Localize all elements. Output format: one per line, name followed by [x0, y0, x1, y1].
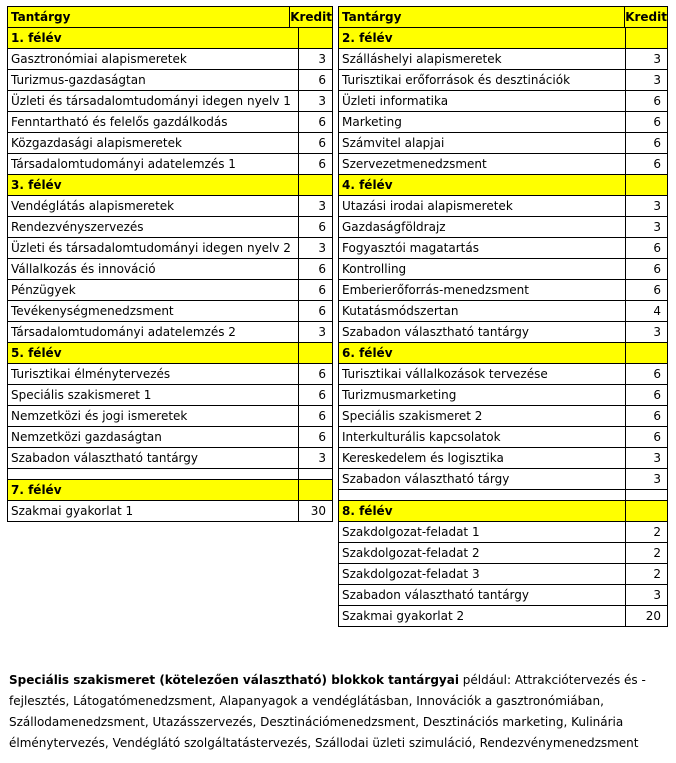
course-row [8, 364, 333, 385]
course-name: Utazási irodai alapismeretek [339, 196, 626, 216]
course-row [8, 501, 333, 522]
course-name: Szabadon választható tárgy [339, 469, 626, 489]
semester-label: 6. félév [339, 343, 626, 363]
course-name: Társadalomtudományi adatelemzés 1 [8, 154, 299, 174]
credit-header: Kredit [625, 7, 668, 27]
course-name: Turisztikai élménytervezés [8, 364, 299, 384]
course-row [339, 427, 668, 448]
course-credit: 3 [299, 238, 333, 258]
course-row [8, 112, 333, 133]
course-credit: 3 [626, 70, 668, 90]
course-row [339, 259, 668, 280]
course-row [8, 196, 333, 217]
course-credit: 6 [626, 259, 668, 279]
semester-credit-cell [626, 175, 668, 195]
course-credit: 6 [626, 133, 668, 153]
course-name: Kontrolling [339, 259, 626, 279]
course-row [339, 49, 668, 70]
course-row [339, 543, 668, 564]
semester-credit-cell [626, 28, 668, 48]
course-row [339, 70, 668, 91]
course-name: Szálláshelyi alapismeretek [339, 49, 626, 69]
course-credit: 6 [299, 259, 333, 279]
course-credit: 6 [299, 385, 333, 405]
course-credit: 3 [626, 585, 668, 605]
course-name: Tevékenységmenedzsment [8, 301, 299, 321]
course-row [339, 522, 668, 543]
credit-header: Kredit [290, 7, 333, 27]
course-name: Gasztronómiai alapismeretek [8, 49, 299, 69]
course-row [339, 322, 668, 343]
course-credit: 6 [626, 154, 668, 174]
spacer-row [8, 469, 333, 480]
course-name: Nemzetközi és jogi ismeretek [8, 406, 299, 426]
semester-row [339, 175, 668, 196]
semester-label: 1. félév [8, 28, 299, 48]
course-row [8, 154, 333, 175]
semester-row [339, 343, 668, 364]
course-credit: 6 [626, 364, 668, 384]
course-row [339, 385, 668, 406]
course-name: Gazdaságföldrajz [339, 217, 626, 237]
course-row [8, 280, 333, 301]
note-title: Speciális szakismeret (kötelezően választható) blokkok tantárgyai [9, 673, 459, 687]
semester-row [339, 501, 668, 522]
course-row [339, 154, 668, 175]
course-credit: 6 [626, 406, 668, 426]
course-row [8, 448, 333, 469]
course-row [8, 49, 333, 70]
note-text: például: Attrakciótervezés és -fejlesztés, Látogatómenedzsment, Alapanyagok a vendéglátásban, Innovációk a gasztronómiában, Szállodamenedzsment, Utazásszervezés, Desztinációmenedzsment, Desztinációs marketing, Kulinária élménytervezés, Vendéglátó szolgáltatástervezés, Szállodai üzleti szimuláció, Rendezvénymenedzsment [9, 673, 646, 750]
left-header-row [8, 7, 333, 28]
course-credit: 20 [626, 606, 668, 626]
course-name: Kutatásmódszertan [339, 301, 626, 321]
left-table [7, 6, 333, 522]
semester-label: 8. félév [339, 501, 626, 521]
course-name: Marketing [339, 112, 626, 132]
course-name: Speciális szakismeret 2 [339, 406, 626, 426]
course-row [339, 606, 668, 627]
course-row [8, 322, 333, 343]
course-name: Nemzetközi gazdaságtan [8, 427, 299, 447]
course-credit: 3 [626, 322, 668, 342]
course-name: Társadalomtudományi adatelemzés 2 [8, 322, 299, 342]
course-credit: 30 [299, 501, 333, 521]
course-row [339, 406, 668, 427]
course-credit: 3 [626, 217, 668, 237]
course-name: Szakdolgozat-feladat 1 [339, 522, 626, 542]
course-row [339, 448, 668, 469]
course-name: Speciális szakismeret 1 [8, 385, 299, 405]
course-credit: 6 [626, 385, 668, 405]
course-row [8, 70, 333, 91]
semester-row [339, 28, 668, 49]
course-row [339, 91, 668, 112]
course-credit: 6 [299, 133, 333, 153]
course-credit: 3 [299, 91, 333, 111]
course-name: Kereskedelem és logisztika [339, 448, 626, 468]
course-row [8, 91, 333, 112]
course-credit: 6 [299, 154, 333, 174]
course-name: Szakdolgozat-feladat 3 [339, 564, 626, 584]
semester-label: 7. félév [8, 480, 299, 500]
course-name: Rendezvényszervezés [8, 217, 299, 237]
course-credit: 6 [299, 301, 333, 321]
semester-credit-cell [299, 343, 333, 363]
course-row [339, 112, 668, 133]
course-name: Turizmus-gazdaságtan [8, 70, 299, 90]
course-name: Vendéglátás alapismeretek [8, 196, 299, 216]
course-credit: 3 [299, 448, 333, 468]
course-name: Pénzügyek [8, 280, 299, 300]
course-row [339, 196, 668, 217]
course-name: Vállalkozás és innováció [8, 259, 299, 279]
course-row [8, 427, 333, 448]
course-name: Turisztikai vállalkozások tervezése [339, 364, 626, 384]
course-name: Turizmusmarketing [339, 385, 626, 405]
right-header-row [339, 7, 668, 28]
course-name: Üzleti és társadalomtudományi idegen nyelv 2 [8, 238, 299, 258]
course-credit: 6 [299, 217, 333, 237]
course-credit: 3 [626, 469, 668, 489]
course-credit: 6 [299, 112, 333, 132]
course-row [339, 133, 668, 154]
course-credit: 6 [299, 427, 333, 447]
course-credit: 2 [626, 543, 668, 563]
semester-row [8, 28, 333, 49]
course-credit: 6 [626, 238, 668, 258]
right-table [338, 6, 668, 627]
course-name: Szakdolgozat-feladat 2 [339, 543, 626, 563]
course-row [8, 217, 333, 238]
course-row [339, 564, 668, 585]
course-name: Emberierőforrás-menedzsment [339, 280, 626, 300]
course-name: Üzleti és társadalomtudományi idegen nyelv 1 [8, 91, 299, 111]
course-name: Közgazdasági alapismeretek [8, 133, 299, 153]
course-row [339, 585, 668, 606]
course-row [339, 217, 668, 238]
course-credit: 4 [626, 301, 668, 321]
course-row [8, 301, 333, 322]
subject-header: Tantárgy [339, 7, 625, 27]
course-name: Szabadon választható tantárgy [339, 322, 626, 342]
course-credit: 6 [299, 280, 333, 300]
course-credit: 3 [626, 196, 668, 216]
course-row [8, 406, 333, 427]
course-row [339, 238, 668, 259]
course-name: Turisztikai erőforrások és desztinációk [339, 70, 626, 90]
semester-label: 3. félév [8, 175, 299, 195]
semester-label: 5. félév [8, 343, 299, 363]
semester-label: 4. félév [339, 175, 626, 195]
course-credit: 6 [626, 91, 668, 111]
course-name: Szervezetmenedzsment [339, 154, 626, 174]
semester-row [8, 480, 333, 501]
course-row [339, 280, 668, 301]
course-row [339, 364, 668, 385]
course-name: Szakmai gyakorlat 2 [339, 606, 626, 626]
semester-row [8, 175, 333, 196]
course-row [8, 238, 333, 259]
course-credit: 2 [626, 522, 668, 542]
course-credit: 6 [626, 280, 668, 300]
course-credit: 6 [626, 112, 668, 132]
course-name: Interkulturális kapcsolatok [339, 427, 626, 447]
course-row [8, 133, 333, 154]
course-name: Számvitel alapjai [339, 133, 626, 153]
elective-note [9, 670, 661, 754]
course-name: Fogyasztói magatartás [339, 238, 626, 258]
course-credit: 3 [626, 448, 668, 468]
course-name: Szabadon választható tantárgy [8, 448, 299, 468]
semester-row [8, 343, 333, 364]
course-row [339, 469, 668, 490]
course-credit: 3 [299, 196, 333, 216]
course-credit: 6 [626, 427, 668, 447]
course-credit: 6 [299, 406, 333, 426]
course-credit: 3 [626, 49, 668, 69]
course-row [339, 301, 668, 322]
course-credit: 6 [299, 70, 333, 90]
semester-credit-cell [299, 175, 333, 195]
course-row [8, 385, 333, 406]
course-name: Szakmai gyakorlat 1 [8, 501, 299, 521]
semester-credit-cell [626, 343, 668, 363]
course-name: Üzleti informatika [339, 91, 626, 111]
subject-header: Tantárgy [8, 7, 290, 27]
semester-credit-cell [299, 480, 333, 500]
semester-label: 2. félév [339, 28, 626, 48]
spacer-row [339, 490, 668, 501]
course-credit: 2 [626, 564, 668, 584]
course-credit: 3 [299, 322, 333, 342]
course-name: Szabadon választható tantárgy [339, 585, 626, 605]
course-name: Fenntartható és felelős gazdálkodás [8, 112, 299, 132]
course-credit: 3 [299, 49, 333, 69]
semester-credit-cell [626, 501, 668, 521]
course-row [8, 259, 333, 280]
semester-credit-cell [299, 28, 333, 48]
course-credit: 6 [299, 364, 333, 384]
